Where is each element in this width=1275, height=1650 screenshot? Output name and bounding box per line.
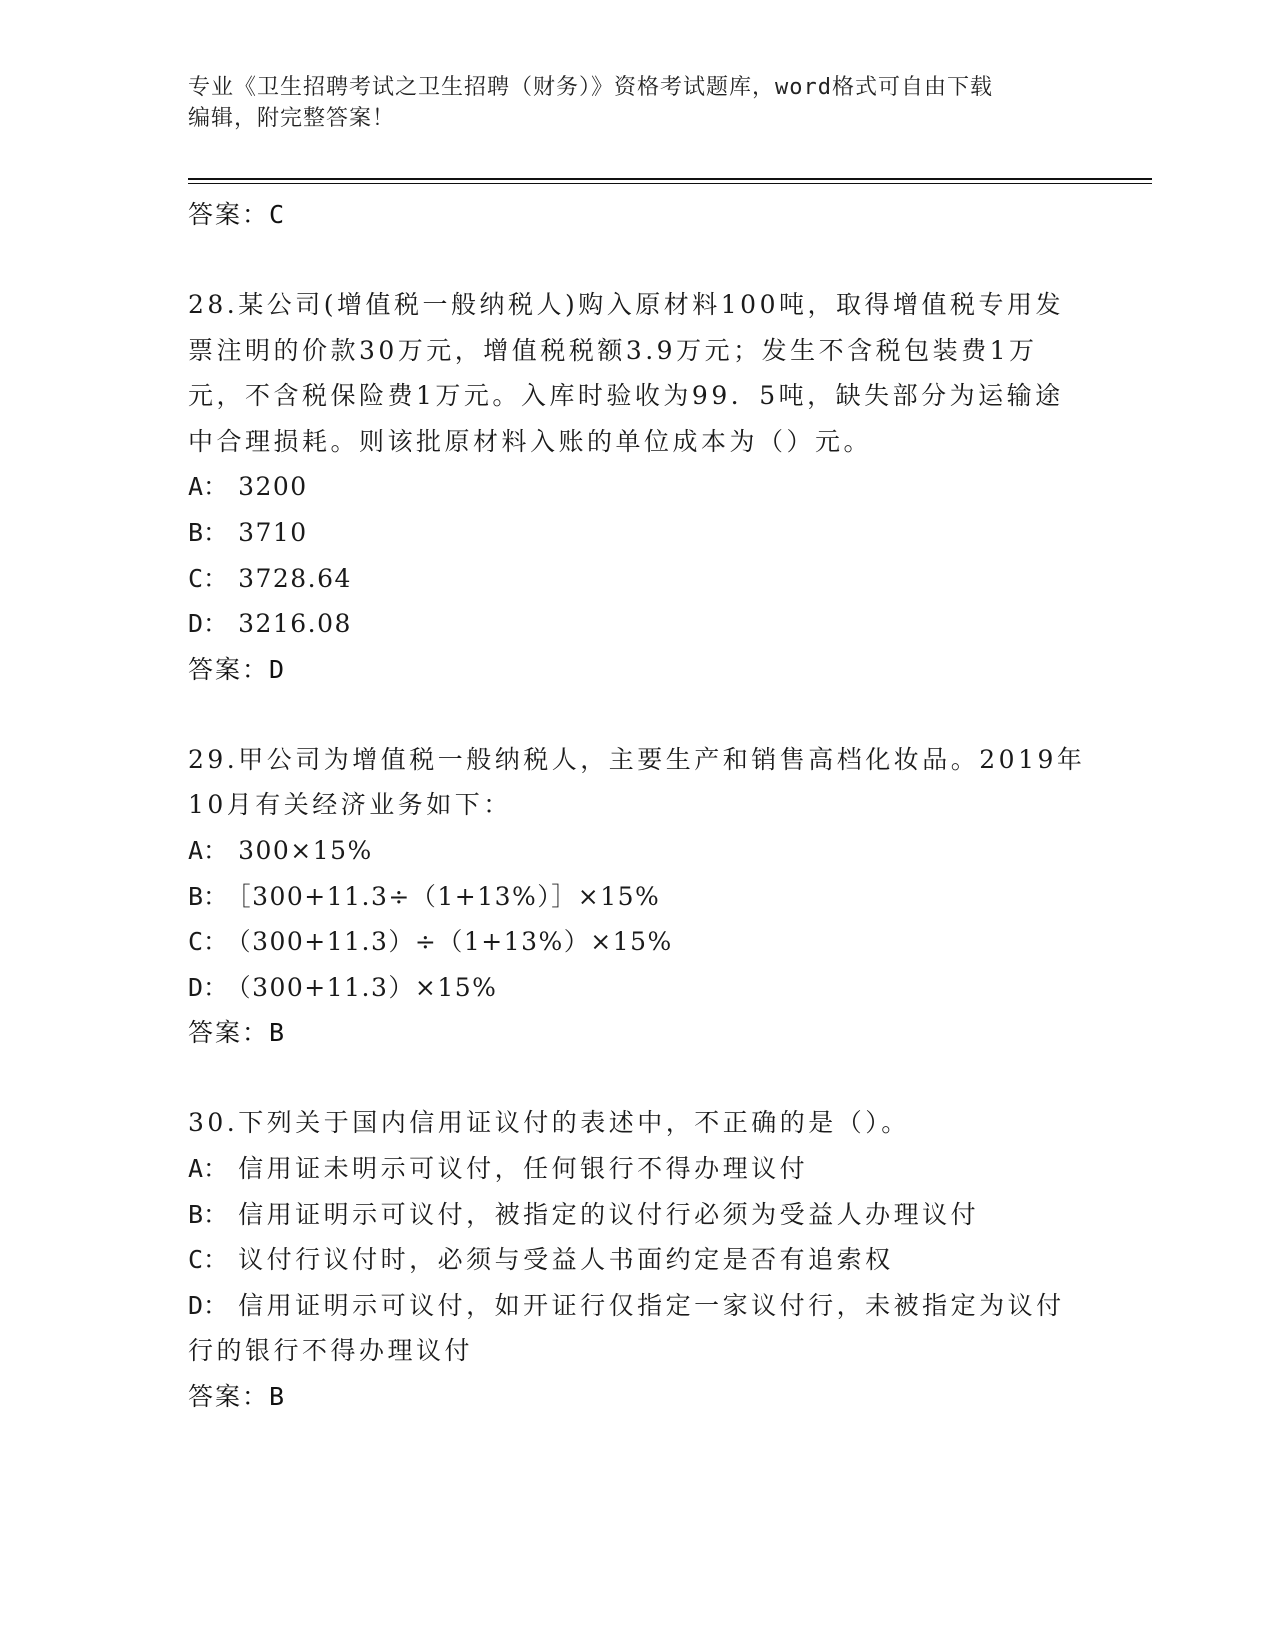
question-stem: 30.下列关于国内信用证议付的表述中，不正确的是（）。 xyxy=(188,1108,910,1138)
option-text: 信用证明示可议付，如开证行仅指定一家议付行，未被指定为议付行的银行不得办理议付 xyxy=(188,1290,1065,1366)
question-stem: 28.某公司(增值税一般纳税人)购入原材料100吨，取得增值税专用发票注明的价款30万元，增值税税额3.9万元；发生不含税包装费1万元，不含税保险费1万元。入库时验收为99．5吨，缺失部分为运输途中合理损耗。则该批原材料入账的单位成本为（）元。 xyxy=(188,290,1064,456)
option-label: D： xyxy=(188,972,229,1002)
option-text: 300×15% xyxy=(238,835,373,865)
option-text: 信用证明示可议付，被指定的议付行必须为受益人办理议付 xyxy=(238,1199,980,1229)
option-label: C： xyxy=(188,1245,229,1275)
option-text: 3200 xyxy=(238,472,308,502)
option-label: B： xyxy=(188,517,229,547)
option-text: 议付行议付时，必须与受益人书面约定是否有追索权 xyxy=(238,1245,894,1275)
document-body xyxy=(188,192,1088,1420)
header-line-1: 专业《卫生招聘考试之卫生招聘（财务）》资格考试题库，word格式可自由下载 xyxy=(188,75,993,100)
answer-line xyxy=(188,192,1088,238)
option-c xyxy=(188,556,1088,602)
answer-label: 答案： xyxy=(188,654,270,684)
option-label: C： xyxy=(188,927,229,957)
header-line-2: 编辑，附完整答案！ xyxy=(188,106,396,131)
header-divider-thick xyxy=(188,178,1152,180)
option-c xyxy=(188,1237,1088,1283)
option-label: B： xyxy=(188,1199,229,1229)
option-text: ［300+11.3÷（1+13%）］×15% xyxy=(238,881,661,911)
answer-value: D xyxy=(269,654,287,684)
option-a xyxy=(188,828,1088,874)
option-b xyxy=(188,510,1088,556)
answer-label: 答案： xyxy=(188,1381,270,1411)
option-label: B： xyxy=(188,881,229,911)
option-label: D： xyxy=(188,1290,229,1320)
option-b xyxy=(188,874,1088,920)
option-text: 3216.08 xyxy=(238,609,352,639)
answer-line xyxy=(188,1374,1088,1420)
option-text: 信用证未明示可议付，任何银行不得办理议付 xyxy=(238,1153,809,1183)
question-29 xyxy=(188,737,1088,1057)
answer-value: C xyxy=(269,200,287,229)
option-label: A： xyxy=(188,472,229,502)
header-divider-thin xyxy=(188,183,1152,184)
option-text: 3728.64 xyxy=(238,563,352,593)
option-text: （300+11.3）÷（1+13%）×15% xyxy=(238,927,673,957)
option-d xyxy=(188,601,1088,647)
option-c xyxy=(188,919,1088,965)
page-header xyxy=(188,72,1068,134)
question-30 xyxy=(188,1100,1088,1420)
option-label: D： xyxy=(188,609,229,639)
option-text: （300+11.3）×15% xyxy=(238,972,498,1002)
answer-value: B xyxy=(269,1018,287,1048)
option-a xyxy=(188,464,1088,510)
option-label: A： xyxy=(188,835,229,865)
option-label: A： xyxy=(188,1153,229,1183)
question-stem: 29.甲公司为增值税一般纳税人，主要生产和销售高档化妆品。2019年10月有关经济业务如下： xyxy=(188,744,1086,820)
option-d xyxy=(188,1283,1088,1374)
option-label: C： xyxy=(188,563,229,593)
answer-line xyxy=(188,1010,1088,1056)
question-28 xyxy=(188,282,1088,693)
answer-label: 答案： xyxy=(188,1018,270,1048)
answer-label: 答案： xyxy=(188,200,270,229)
answer-line xyxy=(188,647,1088,693)
option-d xyxy=(188,965,1088,1011)
option-text: 3710 xyxy=(238,517,308,547)
option-a xyxy=(188,1146,1088,1192)
answer-value: B xyxy=(269,1381,287,1411)
option-b xyxy=(188,1192,1088,1238)
